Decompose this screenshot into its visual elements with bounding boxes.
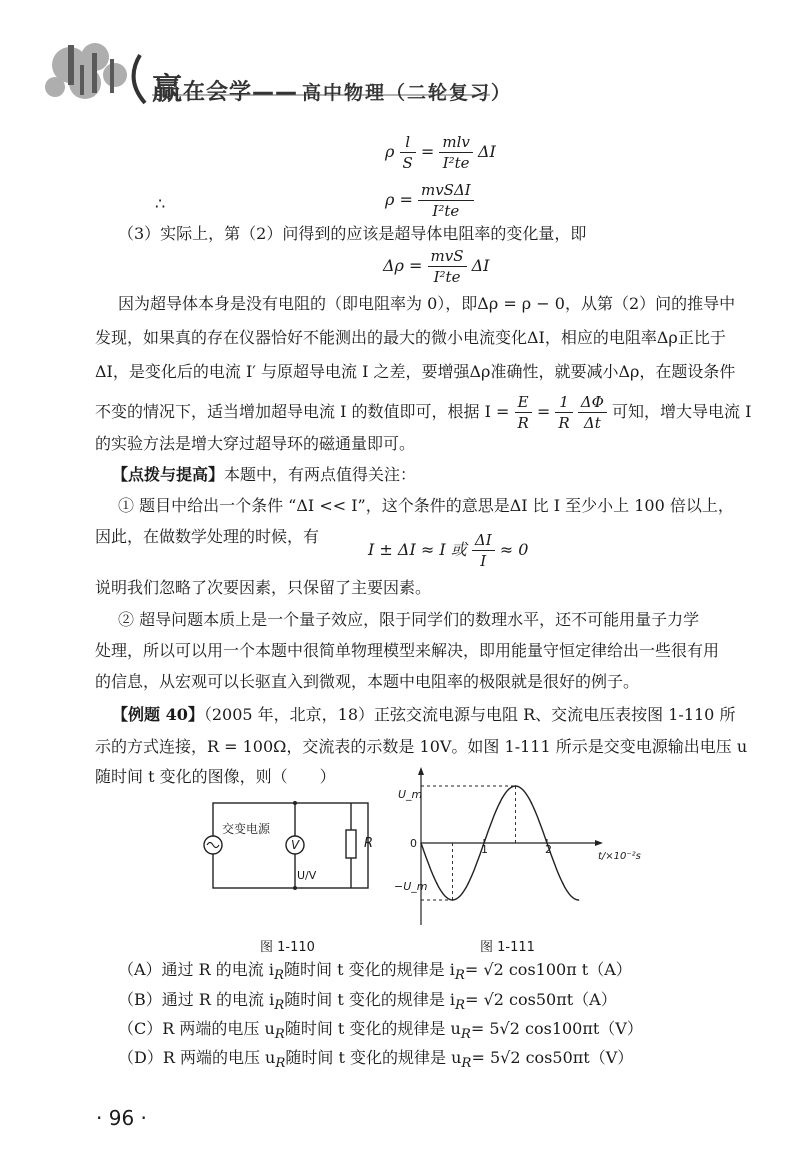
- subscript: R: [454, 968, 465, 984]
- example-label: 【例题 40】: [112, 705, 204, 724]
- frac-den: R: [517, 414, 529, 432]
- frac-num: l: [400, 132, 416, 153]
- fraction: [428, 246, 467, 287]
- equation-1: ρ $\frac{l}{S}$ = $\frac{\text{mlv}}{\text{I²te}}$ ΔI: [385, 133, 496, 172]
- frac-num: mvSΔI: [418, 180, 474, 201]
- caption-1-111: 图 1-111: [480, 940, 535, 955]
- option-text: 随时间 t 变化的规律是 u: [285, 1048, 462, 1067]
- data-point: [578, 899, 580, 901]
- para1-line4: 不变的情况下，适当增加超导电流 I 的数值即可，根据 I = $\frac{E}{R}$ = $\frac{1}{R}$ $\frac{\Delta\Phi}{\Delta t}$ 可知，增大导电流 I: [95, 393, 752, 432]
- tip-text: 本题中，有两点值得关注：: [224, 465, 417, 484]
- frac-den: S: [402, 154, 413, 172]
- equation-3: Δρ = $\frac{\text{mvS}}{\text{I²te}}$ ΔI: [383, 247, 490, 286]
- eq-symbol: Δρ: [383, 256, 404, 275]
- x-tick-1: 1: [481, 843, 488, 856]
- approx-start: I ± ΔI ≈ I 或: [368, 540, 467, 559]
- example-line2: 示的方式连接，R = 100Ω，交流表的示数是 10V。如图 1-111 所示是交变电源输出电压 u: [95, 737, 748, 756]
- fraction: [472, 530, 495, 571]
- frac-den: I²te: [433, 268, 461, 286]
- frac-num: 1: [555, 392, 572, 413]
- subscript: R: [273, 968, 285, 984]
- option-text: （D）R 两端的电压 u: [118, 1048, 276, 1067]
- tip1-line2: 因此，在做数学处理的时候，有: [95, 527, 320, 546]
- tip-label: 【点拨与提高】: [112, 465, 225, 484]
- subscript: R: [461, 1056, 472, 1072]
- para1-line1: 因为超导体本身是没有电阻的（即电阻率为 0），即Δρ = ρ − 0，从第（2）问的推导中: [118, 294, 736, 313]
- frac-num: mvS: [428, 246, 467, 267]
- y-tick-min: −U_m: [394, 880, 428, 893]
- option-expr: = 5√2 cos100πt（V）: [470, 1019, 643, 1038]
- data-point: [562, 882, 564, 884]
- circuit-diagram: [195, 795, 380, 895]
- para1-line2: 发现，如果真的存在仪器恰好不能测出的最大的微小电流变化ΔI，相应的电阻率Δρ正比于: [95, 328, 726, 347]
- para1-line4-end: 可知，增大导电流 I: [612, 402, 752, 421]
- approx-equation: [368, 530, 528, 571]
- option-c: [118, 1017, 643, 1047]
- voltmeter-label: V: [291, 838, 300, 852]
- fraction: [578, 392, 607, 433]
- frac-den: I²te: [442, 154, 470, 172]
- option-text: （C）R 两端的电压 u: [118, 1019, 275, 1038]
- tip2-line1: ② 超导问题本质上是一个量子效应，限于同学们的数理水平，还不可能用量子力学: [118, 610, 700, 629]
- frac-num: E: [515, 392, 532, 413]
- tip1-line1: ① 题目中给出一个条件 “ΔI << I”，这个条件的意思是ΔI 比 I 至少小上 100 倍以上，: [118, 496, 734, 515]
- header-title-rest: 在会学——: [183, 80, 299, 105]
- para1-line3: ΔI，是变化后的电流 I′ 与原超导电流 I 之差，要增强Δρ准确性，就要减小Δρ，在题设条件: [95, 362, 736, 381]
- option-text: 随时间 t 变化的规律是 i: [284, 990, 456, 1009]
- header-title-char: 赢: [152, 72, 183, 107]
- waveform-chart: [385, 765, 645, 930]
- explain-line: 说明我们忽略了次要因素，只保留了主要因素。: [95, 578, 432, 597]
- frac-num: mlv: [439, 132, 473, 153]
- fraction: [555, 392, 572, 433]
- example-line1: [112, 703, 735, 727]
- ac-source-label: 交变电源: [222, 822, 271, 836]
- subscript: R: [274, 1027, 285, 1043]
- equation-2: ρ = $\frac{\text{mvSΔI}}{\text{I²te}}$: [385, 180, 474, 221]
- subscript: R: [275, 1056, 286, 1072]
- resistor-icon: [346, 830, 356, 858]
- frac-den: I: [480, 552, 487, 570]
- x-axis-label: t/×10⁻²s: [598, 851, 641, 862]
- option-text: 随时间 t 变化的规律是 u: [284, 1019, 461, 1038]
- fraction: [515, 392, 532, 433]
- data-point: [467, 882, 469, 884]
- tip2-line2: 处理，所以可以用一个本题中很简单物理模型来解决，即用能量守恒定律给出一些很有用: [95, 641, 720, 660]
- frac-den: Δt: [583, 414, 601, 432]
- option-b: [118, 988, 617, 1018]
- frac-den: I²te: [432, 202, 460, 220]
- option-d: [118, 1046, 633, 1076]
- header-subtitle: 高中物理（二轮复习）: [302, 82, 513, 104]
- frac-num: ΔI: [472, 530, 495, 551]
- resistor-label: R: [364, 836, 374, 851]
- example-line3: 随时间 t 变化的图像，则（ ）: [95, 767, 336, 786]
- eq-term: ΔI: [471, 256, 490, 275]
- data-point: [436, 882, 438, 884]
- page-number: · 96 ·: [96, 1106, 147, 1130]
- option-text: （B）通过 R 的电流 i: [118, 990, 275, 1009]
- eq-term: ΔI: [477, 142, 496, 161]
- eq-symbol: ρ: [385, 190, 395, 209]
- data-point: [420, 842, 422, 844]
- tip2-line3: 的信息，从宏观可以长驱直入到微观，本题中电阻率的极限就是很好的例子。: [95, 672, 640, 691]
- example-text: （2005 年，北京，18）正弦交流电源与电阻 R、交流电压表按图 1-110 所: [203, 705, 736, 724]
- data-point: [530, 802, 532, 804]
- option-expr: = √2 cos50πt（A）: [465, 990, 617, 1009]
- fraction: [439, 132, 473, 173]
- caption-1-110: 图 1-110: [260, 940, 315, 955]
- approx-end: ≈ 0: [499, 540, 529, 559]
- option-expr: = 5√2 cos50πt（V）: [471, 1048, 634, 1067]
- para1-line5: 的实验方法是增大穿过超导环的磁通量即可。: [95, 434, 416, 453]
- subscript: R: [455, 998, 466, 1014]
- fraction: [400, 132, 416, 173]
- fraction: [418, 180, 474, 221]
- data-point: [499, 802, 501, 804]
- option-expr: = √2 cos100π t（A）: [464, 960, 632, 979]
- option-text: 随时间 t 变化的规律是 i: [284, 960, 455, 979]
- para1-line4-start: 不变的情况下，适当增加超导电流 I 的数值即可，根据 I =: [95, 402, 510, 421]
- subscript: R: [274, 998, 285, 1014]
- meter-note: U/V: [297, 869, 317, 882]
- option-text: （A）通过 R 的电流 i: [118, 960, 274, 979]
- tip-heading: [112, 463, 416, 487]
- y-tick-max: U_m: [398, 788, 423, 801]
- y-tick-zero: 0: [410, 837, 417, 850]
- subscript: R: [460, 1027, 471, 1043]
- eq-symbol: ρ: [385, 142, 395, 161]
- therefore-symbol: ∴: [155, 194, 166, 213]
- frac-num: ΔΦ: [578, 392, 607, 413]
- option-a: [118, 958, 632, 988]
- x-tick-2: 2: [545, 843, 552, 856]
- paragraph-3: （3）实际上，第（2）问得到的应该是超导体电阻率的变化量，即: [118, 224, 587, 243]
- header-title: [152, 64, 512, 108]
- frac-den: R: [558, 414, 570, 432]
